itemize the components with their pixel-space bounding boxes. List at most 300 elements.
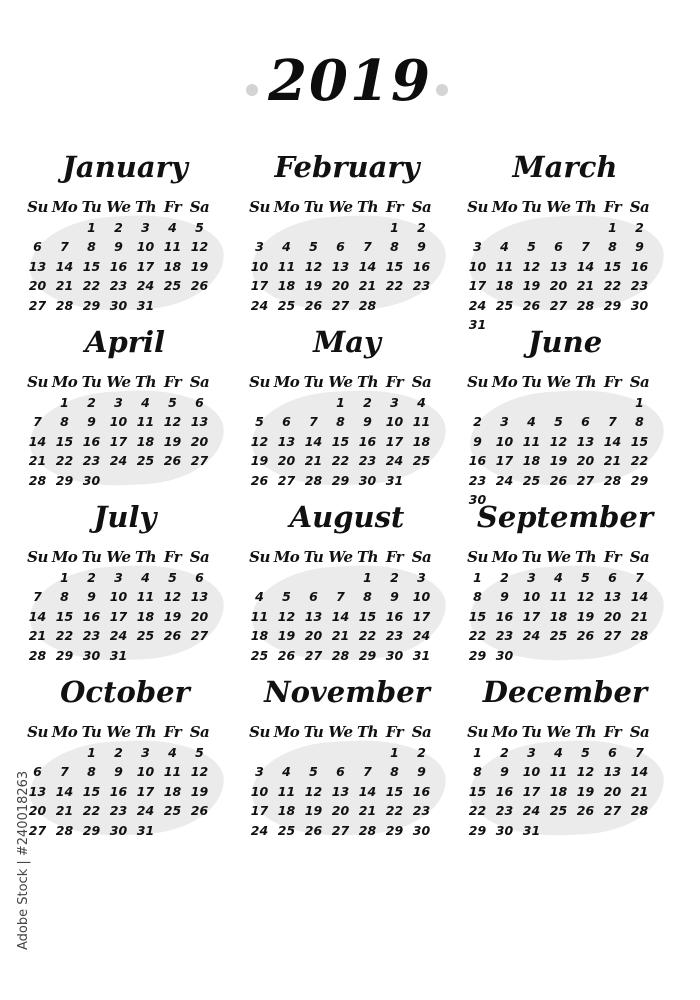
day-cell: 13: [331, 258, 350, 274]
day-cell: 12: [190, 764, 209, 779]
month-october: [18, 675, 232, 865]
day-cell: 16: [630, 258, 649, 274]
day-cell: 20: [304, 628, 323, 643]
day-cell: 4: [141, 569, 150, 585]
day-cell: 23: [412, 278, 431, 293]
month-name: August: [289, 500, 405, 534]
day-cell: 25: [412, 453, 431, 468]
day-cell: 17: [109, 608, 128, 624]
stock-watermark: [4, 740, 32, 960]
day-cell: 1: [635, 394, 644, 410]
month-days-grid: [246, 373, 435, 490]
month-name: December: [482, 675, 648, 709]
day-cell: 17: [250, 803, 269, 818]
month-days-grid: [246, 548, 435, 665]
day-cell: 20: [28, 803, 47, 818]
day-cell: 8: [60, 589, 69, 604]
day-cell: 18: [495, 278, 514, 293]
weekday-label: We: [106, 723, 131, 741]
day-cell: 17: [250, 278, 269, 293]
day-cell: 8: [473, 589, 482, 604]
day-cell: 11: [522, 433, 541, 449]
weekday-label: We: [546, 373, 571, 391]
day-cell: 10: [109, 589, 128, 604]
empty-day-cell: [24, 568, 51, 588]
weekday-label: We: [546, 548, 571, 566]
day-cell: 26: [190, 278, 209, 293]
weekday-label: Fr: [603, 373, 622, 391]
day-cell: 8: [336, 414, 345, 429]
weekday-label: Mo: [51, 723, 78, 741]
day-cell: 16: [358, 433, 377, 449]
day-cell: 28: [28, 472, 47, 488]
day-cell: 24: [385, 453, 404, 468]
day-cell: 8: [60, 414, 69, 429]
day-cell: 16: [495, 783, 514, 799]
day-cell: 3: [141, 219, 150, 235]
empty-day-cell: [518, 218, 545, 238]
day-cell: 2: [114, 219, 123, 235]
day-cell: 3: [390, 394, 399, 410]
day-cell: 22: [82, 278, 101, 293]
day-cell: 31: [468, 317, 487, 332]
weekday-label: Fr: [385, 198, 404, 216]
day-cell: 3: [255, 764, 264, 779]
weekday-label: Su: [27, 548, 48, 566]
month-days-grid: [464, 373, 653, 510]
weekday-label: Mo: [51, 548, 78, 566]
day-cell: 16: [82, 608, 101, 624]
day-cell: 22: [358, 628, 377, 643]
month-name: November: [264, 675, 430, 709]
day-cell: 7: [60, 239, 69, 254]
weekday-label: Su: [27, 198, 48, 216]
day-cell: 10: [109, 414, 128, 429]
day-cell: 17: [468, 278, 487, 293]
day-cell: 30: [412, 822, 431, 838]
day-cell: 17: [495, 453, 514, 468]
day-cell: 21: [630, 608, 649, 624]
day-cell: 8: [390, 764, 399, 779]
day-cell: 1: [60, 569, 69, 585]
day-cell: 29: [55, 647, 74, 663]
day-cell: 29: [603, 297, 622, 313]
weekday-label: Th: [574, 723, 597, 741]
weekday-label: Su: [249, 723, 270, 741]
day-cell: 26: [576, 803, 595, 818]
weekday-label: Th: [356, 198, 379, 216]
day-cell: 19: [576, 783, 595, 799]
day-cell: 20: [549, 278, 568, 293]
empty-day-cell: [599, 393, 626, 413]
day-cell: 8: [473, 764, 482, 779]
day-cell: 2: [114, 744, 123, 760]
weekday-label: Sa: [411, 723, 432, 741]
weekday-label: Mo: [273, 548, 300, 566]
empty-day-cell: [300, 218, 327, 238]
day-cell: 7: [363, 239, 372, 254]
day-cell: 30: [495, 822, 514, 838]
day-cell: 16: [109, 783, 128, 799]
day-cell: 15: [630, 433, 649, 449]
day-cell: 14: [28, 608, 47, 624]
weekday-label: Sa: [189, 198, 210, 216]
day-cell: 9: [417, 764, 426, 779]
day-cell: 29: [55, 472, 74, 488]
day-cell: 10: [522, 589, 541, 604]
day-cell: 14: [304, 433, 323, 449]
day-cell: 27: [603, 803, 622, 818]
day-cell: 27: [190, 453, 209, 468]
day-cell: 18: [163, 258, 182, 274]
day-cell: 17: [522, 608, 541, 624]
day-cell: 19: [190, 258, 209, 274]
day-cell: 11: [163, 764, 182, 779]
month-november: [240, 675, 454, 865]
month-september: [458, 500, 672, 690]
day-cell: 13: [603, 589, 622, 604]
day-cell: 14: [630, 764, 649, 779]
day-cell: 27: [576, 472, 595, 488]
day-cell: 4: [255, 589, 264, 604]
day-cell: 27: [549, 297, 568, 313]
day-cell: 14: [55, 783, 74, 799]
day-cell: 4: [417, 394, 426, 410]
decorative-dot-right: [436, 84, 448, 96]
weekday-label: Tu: [303, 373, 324, 391]
day-cell: 8: [635, 414, 644, 429]
empty-day-cell: [246, 743, 273, 763]
month-name: January: [62, 150, 188, 184]
day-cell: 14: [358, 783, 377, 799]
day-cell: 4: [141, 394, 150, 410]
empty-day-cell: [246, 218, 273, 238]
day-cell: 13: [603, 764, 622, 779]
day-cell: 25: [277, 822, 296, 838]
day-cell: 29: [82, 822, 101, 838]
day-cell: 28: [55, 822, 74, 838]
day-cell: 7: [635, 569, 644, 585]
day-cell: 5: [195, 744, 204, 760]
day-cell: 29: [468, 822, 487, 838]
weekday-label: Tu: [81, 723, 102, 741]
day-cell: 31: [522, 822, 541, 838]
day-cell: 27: [277, 472, 296, 488]
day-cell: 4: [554, 569, 563, 585]
day-cell: 17: [109, 433, 128, 449]
empty-day-cell: [491, 393, 518, 413]
day-cell: 1: [390, 219, 399, 235]
weekday-label: Tu: [81, 198, 102, 216]
day-cell: 5: [309, 764, 318, 779]
day-cell: 23: [630, 278, 649, 293]
day-cell: 20: [603, 783, 622, 799]
day-cell: 20: [28, 278, 47, 293]
weekday-label: Su: [467, 198, 488, 216]
day-cell: 7: [336, 589, 345, 604]
day-cell: 21: [28, 453, 47, 468]
day-cell: 22: [55, 628, 74, 643]
weekday-label: Su: [27, 723, 48, 741]
day-cell: 2: [417, 219, 426, 235]
weekday-label: Mo: [491, 373, 518, 391]
day-cell: 17: [136, 258, 155, 274]
day-cell: 19: [277, 628, 296, 643]
empty-day-cell: [273, 743, 300, 763]
day-cell: 6: [336, 764, 345, 779]
empty-day-cell: [24, 393, 51, 413]
weekday-label: Fr: [163, 548, 182, 566]
day-cell: 26: [163, 628, 182, 643]
day-cell: 14: [603, 433, 622, 449]
weekday-label: Su: [467, 723, 488, 741]
day-cell: 28: [576, 297, 595, 313]
day-cell: 16: [495, 608, 514, 624]
weekday-label: Tu: [521, 373, 542, 391]
weekday-label: Sa: [411, 198, 432, 216]
day-cell: 9: [473, 433, 482, 449]
month-name: March: [512, 150, 618, 184]
empty-day-cell: [464, 393, 491, 413]
day-cell: 24: [495, 472, 514, 488]
empty-day-cell: [51, 743, 78, 763]
day-cell: 30: [358, 472, 377, 488]
year-header: [0, 40, 700, 130]
day-cell: 22: [331, 453, 350, 468]
day-cell: 7: [581, 239, 590, 254]
empty-day-cell: [545, 218, 572, 238]
day-cell: 3: [114, 394, 123, 410]
day-cell: 24: [522, 803, 541, 818]
weekday-label: Mo: [51, 198, 78, 216]
day-cell: 28: [630, 628, 649, 643]
day-cell: 30: [109, 297, 128, 313]
month-january: [18, 150, 232, 340]
day-cell: 28: [358, 822, 377, 838]
day-cell: 6: [195, 394, 204, 410]
day-cell: 30: [82, 647, 101, 663]
day-cell: 21: [358, 278, 377, 293]
day-cell: 16: [412, 258, 431, 274]
month-name: February: [274, 150, 420, 184]
day-cell: 5: [581, 569, 590, 585]
day-cell: 20: [331, 803, 350, 818]
day-cell: 31: [412, 647, 431, 663]
day-cell: 5: [255, 414, 264, 429]
day-cell: 5: [168, 394, 177, 410]
day-cell: 20: [190, 433, 209, 449]
empty-day-cell: [327, 743, 354, 763]
weekday-label: Th: [134, 198, 157, 216]
weekday-label: We: [106, 198, 131, 216]
empty-day-cell: [327, 218, 354, 238]
day-cell: 12: [576, 589, 595, 604]
weekday-label: Mo: [273, 723, 300, 741]
day-cell: 4: [282, 764, 291, 779]
day-cell: 20: [190, 608, 209, 624]
day-cell: 21: [331, 628, 350, 643]
day-cell: 11: [163, 239, 182, 254]
day-cell: 2: [390, 569, 399, 585]
day-cell: 14: [331, 608, 350, 624]
day-cell: 28: [603, 472, 622, 488]
day-cell: 6: [336, 239, 345, 254]
day-cell: 2: [417, 744, 426, 760]
day-cell: 3: [255, 239, 264, 254]
day-cell: 9: [114, 764, 123, 779]
day-cell: 19: [250, 453, 269, 468]
day-cell: 28: [331, 647, 350, 663]
day-cell: 13: [28, 783, 47, 799]
empty-day-cell: [246, 568, 273, 588]
weekday-label: We: [106, 373, 131, 391]
day-cell: 15: [385, 783, 404, 799]
day-cell: 6: [554, 239, 563, 254]
day-cell: 11: [250, 608, 269, 624]
weekday-label: Su: [249, 548, 270, 566]
day-cell: 12: [549, 433, 568, 449]
day-cell: 25: [163, 278, 182, 293]
weekday-label: Mo: [273, 373, 300, 391]
weekday-label: Th: [356, 723, 379, 741]
day-cell: 18: [549, 783, 568, 799]
day-cell: 22: [603, 278, 622, 293]
day-cell: 30: [630, 297, 649, 313]
day-cell: 14: [630, 589, 649, 604]
day-cell: 6: [581, 414, 590, 429]
day-cell: 10: [385, 414, 404, 429]
day-cell: 20: [331, 278, 350, 293]
day-cell: 1: [390, 744, 399, 760]
day-cell: 22: [630, 453, 649, 468]
empty-day-cell: [545, 393, 572, 413]
day-cell: 6: [195, 569, 204, 585]
day-cell: 12: [190, 239, 209, 254]
day-cell: 18: [250, 628, 269, 643]
month-days-grid: [246, 723, 435, 840]
weekday-label: Fr: [603, 198, 622, 216]
month-july: [18, 500, 232, 690]
day-cell: 1: [473, 744, 482, 760]
day-cell: 13: [277, 433, 296, 449]
day-cell: 18: [277, 278, 296, 293]
weekday-label: Su: [467, 373, 488, 391]
day-cell: 22: [385, 278, 404, 293]
day-cell: 26: [250, 472, 269, 488]
weekday-label: Mo: [491, 548, 518, 566]
day-cell: 4: [500, 239, 509, 254]
day-cell: 23: [495, 628, 514, 643]
day-cell: 27: [603, 628, 622, 643]
weekday-label: Su: [249, 198, 270, 216]
day-cell: 1: [60, 394, 69, 410]
day-cell: 6: [282, 414, 291, 429]
day-cell: 16: [82, 433, 101, 449]
day-cell: 22: [468, 628, 487, 643]
weekday-label: Mo: [273, 198, 300, 216]
day-cell: 28: [28, 647, 47, 663]
weekday-label: We: [106, 548, 131, 566]
weekday-label: Sa: [189, 373, 210, 391]
day-cell: 14: [576, 258, 595, 274]
day-cell: 12: [304, 783, 323, 799]
day-cell: 25: [495, 297, 514, 313]
day-cell: 19: [304, 803, 323, 818]
day-cell: 25: [136, 628, 155, 643]
day-cell: 15: [358, 608, 377, 624]
day-cell: 23: [82, 453, 101, 468]
day-cell: 31: [136, 297, 155, 313]
day-cell: 23: [412, 803, 431, 818]
day-cell: 9: [87, 589, 96, 604]
month-august: [240, 500, 454, 690]
day-cell: 6: [309, 589, 318, 604]
day-cell: 29: [358, 647, 377, 663]
day-cell: 15: [603, 258, 622, 274]
weekday-label: We: [328, 548, 353, 566]
day-cell: 7: [309, 414, 318, 429]
weekday-label: Th: [356, 548, 379, 566]
day-cell: 18: [412, 433, 431, 449]
weekday-label: Th: [134, 548, 157, 566]
empty-day-cell: [51, 218, 78, 238]
day-cell: 6: [33, 764, 42, 779]
day-cell: 1: [473, 569, 482, 585]
day-cell: 30: [109, 822, 128, 838]
day-cell: 14: [358, 258, 377, 274]
month-december: [458, 675, 672, 865]
day-cell: 5: [309, 239, 318, 254]
month-name: October: [60, 675, 190, 709]
day-cell: 10: [250, 258, 269, 274]
weekday-label: Fr: [385, 548, 404, 566]
day-cell: 5: [168, 569, 177, 585]
weekday-label: Th: [574, 198, 597, 216]
year-title: 2019: [268, 48, 432, 114]
day-cell: 1: [363, 569, 372, 585]
day-cell: 18: [549, 608, 568, 624]
day-cell: 24: [109, 453, 128, 468]
day-cell: 8: [363, 589, 372, 604]
day-cell: 21: [603, 453, 622, 468]
day-cell: 24: [136, 278, 155, 293]
empty-day-cell: [273, 393, 300, 413]
day-cell: 25: [277, 297, 296, 313]
day-cell: 21: [28, 628, 47, 643]
day-cell: 12: [576, 764, 595, 779]
empty-day-cell: [572, 218, 599, 238]
day-cell: 9: [417, 239, 426, 254]
day-cell: 25: [522, 472, 541, 488]
day-cell: 3: [141, 744, 150, 760]
day-cell: 21: [304, 453, 323, 468]
weekday-label: Th: [574, 373, 597, 391]
weekday-label: Tu: [303, 723, 324, 741]
day-cell: 22: [468, 803, 487, 818]
day-cell: 24: [250, 822, 269, 838]
day-cell: 29: [630, 472, 649, 488]
weekday-label: Tu: [521, 548, 542, 566]
day-cell: 26: [549, 472, 568, 488]
empty-day-cell: [273, 568, 300, 588]
weekday-label: Sa: [629, 198, 650, 216]
weekday-label: Fr: [603, 723, 622, 741]
day-cell: 11: [549, 589, 568, 604]
month-days-grid: [24, 198, 213, 315]
day-cell: 17: [522, 783, 541, 799]
day-cell: 17: [136, 783, 155, 799]
day-cell: 18: [136, 433, 155, 449]
